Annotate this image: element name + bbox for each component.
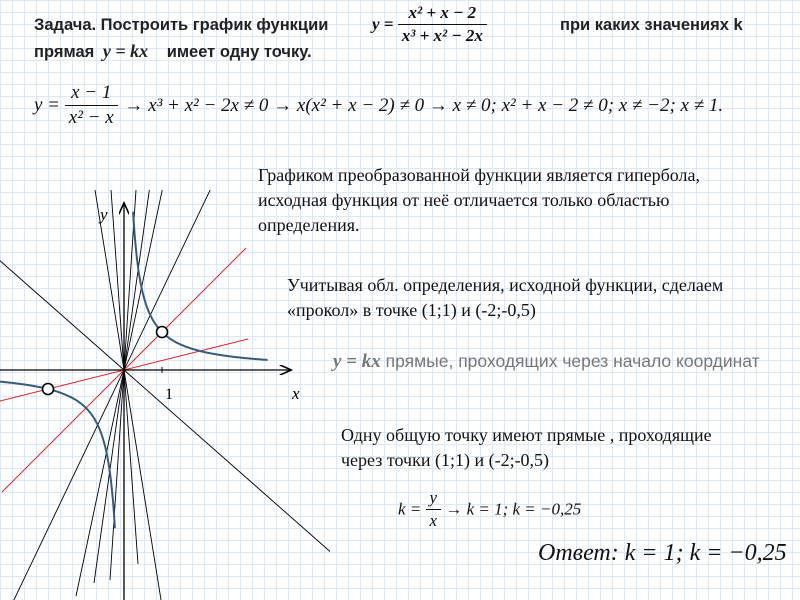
task-line2-suffix: имеет одну точку. <box>166 43 312 61</box>
k-denominator: x <box>426 509 442 531</box>
note-lines-text: прямые, проходящих через начало координат <box>385 351 760 371</box>
task-func-lhs: y = <box>372 14 394 34</box>
simp-denominator: x² − x <box>65 105 118 129</box>
answer-label: Ответ <box>538 540 611 566</box>
hyperbola-left-branch <box>0 382 115 529</box>
task-line2-prefix: прямая <box>34 43 95 61</box>
x-tick-label: 1 <box>165 386 173 403</box>
task-title-suffix: при каких значениях k <box>560 16 743 34</box>
punctured-points <box>43 327 168 395</box>
x-axis-label: x <box>292 384 300 403</box>
task-title-line1 <box>34 16 328 35</box>
note-lines-eq: y = kx <box>333 351 381 372</box>
note-one-point: Одну общую точку имеют прямые , проходящие через точки (1;1) и (-2;-0,5) <box>341 425 712 470</box>
simp-rest: → x³ + x² − 2x ≠ 0 → x(x² + x − 2) ≠ 0 → x ≠ 0; x² + x − 2 ≠ 0; x ≠ −2; x ≠ 1. <box>124 94 724 116</box>
task-func-numerator: x² + x − 2 <box>408 3 477 22</box>
function-graph <box>0 190 330 600</box>
k-lhs: k = <box>398 499 422 519</box>
task-func-denominator: x³ + x² − 2x <box>398 24 487 46</box>
task-function <box>372 3 487 46</box>
answer-value: : k = 1; k = −0,25 <box>610 540 787 566</box>
note-lines <box>333 350 773 373</box>
k-formula <box>398 488 581 531</box>
hole-point <box>157 327 168 338</box>
note-puncture: Учитывая обл. определения, исходной функции, сделаем «прокол» в точке (1;1) и (-2;-0,5) <box>287 275 724 320</box>
y-axis-label: y <box>100 205 108 224</box>
hole-point <box>43 384 54 395</box>
task-line2-eq: y = kx <box>102 41 149 61</box>
note-hyperbola: Графиком преобразованной функции является гипербола, исходная функция от неё отличается только областью определения. <box>258 165 701 235</box>
k-rest: → k = 1; k = −0,25 <box>445 499 582 519</box>
k-numerator: y <box>429 488 438 507</box>
simp-lhs: y = <box>34 94 61 116</box>
task-prefix: Задача. Построить график функции <box>34 16 329 34</box>
simplification-line <box>34 82 723 129</box>
task-title-line2 <box>34 41 312 62</box>
simp-numerator: x − 1 <box>71 82 112 103</box>
answer <box>538 540 787 567</box>
black-line <box>0 190 330 555</box>
